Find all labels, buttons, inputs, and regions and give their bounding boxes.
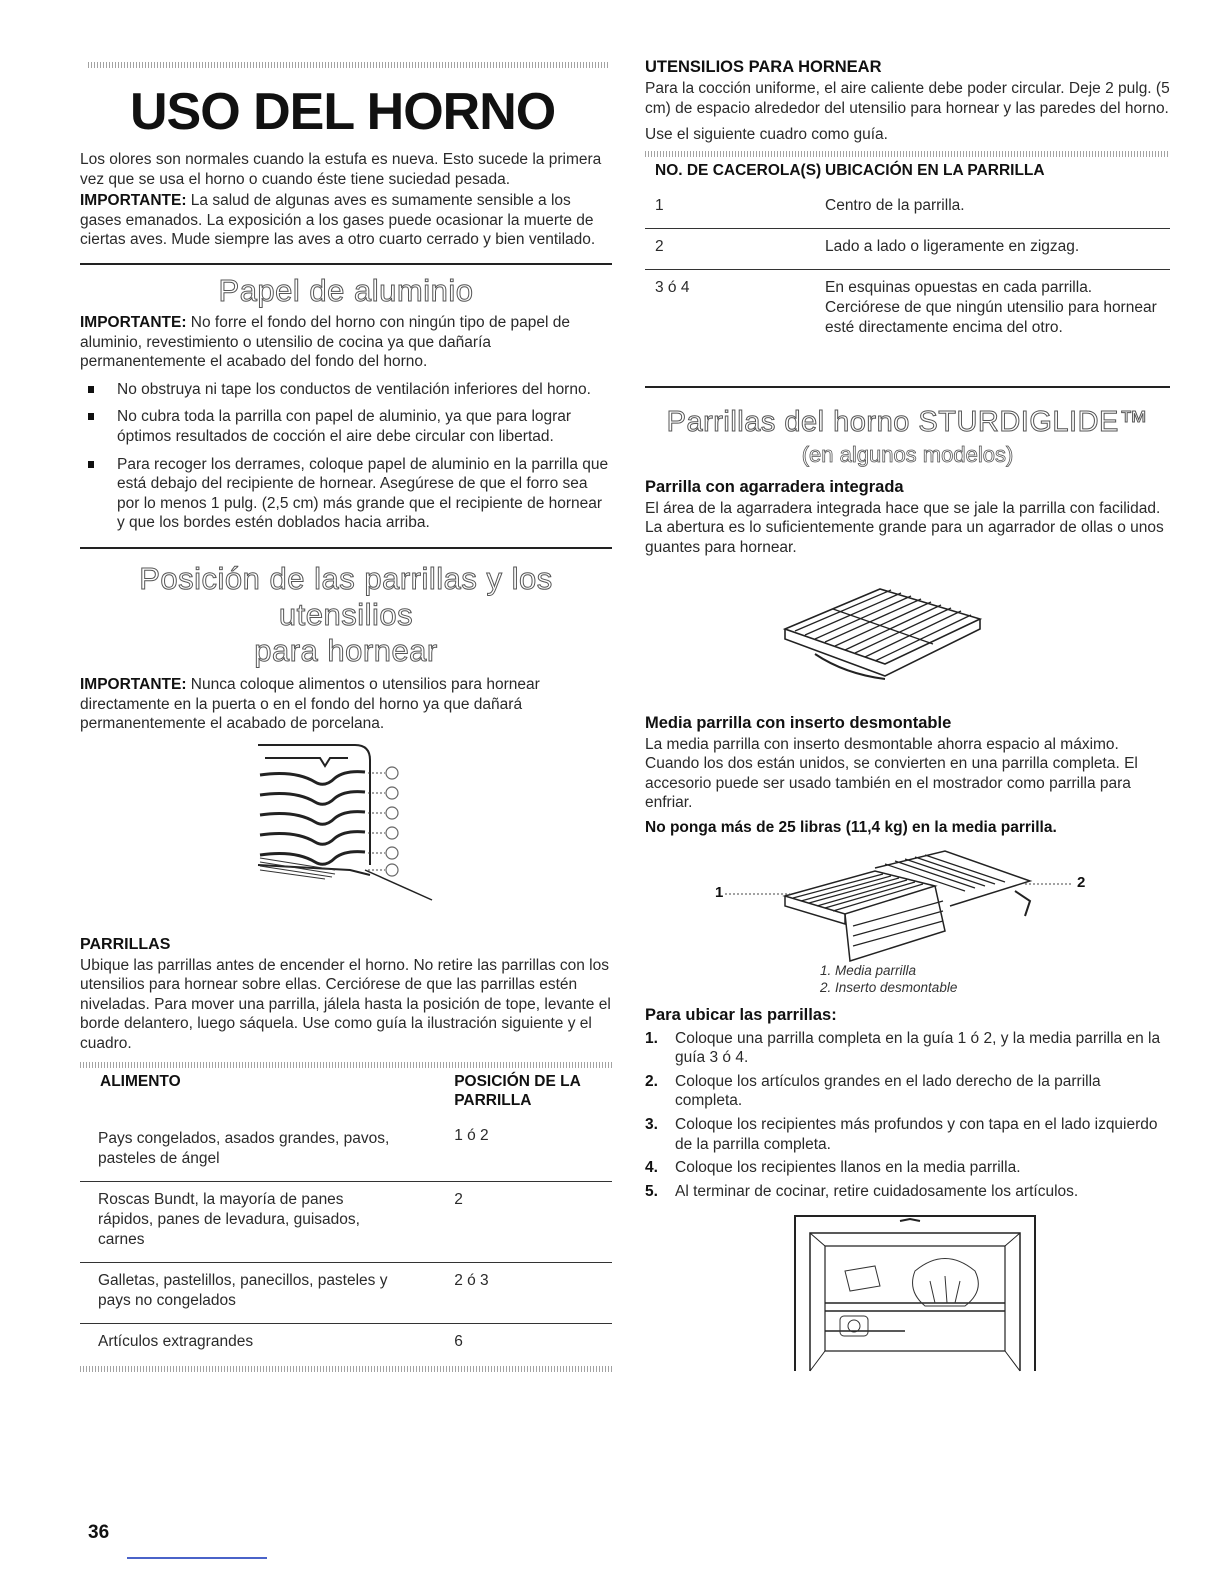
rack-with-handle-illustration bbox=[645, 564, 1170, 704]
list-item: 3. Coloque los recipientes más profundos y con tapa en el lado izquierdo de la parrilla completa. bbox=[645, 1115, 1158, 1153]
table-cell: 1 bbox=[645, 188, 825, 229]
callout-1: 1 bbox=[715, 883, 724, 901]
table-cell: Roscas Bundt, la mayoría de panes rápidos, panes de levadura, guisados, carnes bbox=[80, 1181, 454, 1262]
table-cell: 1 ó 2 bbox=[454, 1118, 612, 1182]
foil-important: IMPORTANTE: No forre el fondo del horno con ningún tipo de papel de aluminio, revestimiento o utensilio de cocina ya que dañaría permanentemente el acabado del fondo del horno. bbox=[80, 313, 570, 371]
page-number: 36 bbox=[88, 1522, 110, 1543]
title-top-rule bbox=[88, 62, 610, 68]
important-birds bbox=[80, 191, 612, 250]
utensils-guide-text: Use el siguiente cuadro como guía. bbox=[645, 126, 888, 144]
section-rule bbox=[80, 547, 612, 549]
table-cell: 6 bbox=[454, 1332, 463, 1350]
sturdiglide-heading: Parrillas del horno STURDIGLIDE™ bbox=[666, 405, 1149, 438]
figure-caption bbox=[820, 962, 957, 996]
foil-heading: Papel de aluminio bbox=[218, 272, 474, 308]
oven-rack-positions-illustration bbox=[80, 740, 612, 930]
table-bottom-rule bbox=[80, 1366, 612, 1372]
table-top-rule bbox=[80, 1062, 612, 1068]
callout-2: 2 bbox=[1077, 873, 1086, 891]
list-item: 2. Coloque los artículos grandes en el lado derecho de la parrilla completa. bbox=[645, 1072, 1101, 1110]
half-rack-figure bbox=[645, 846, 1170, 996]
table-header: UBICACIÓN EN LA PARRILLA bbox=[825, 161, 1045, 179]
table-cell: 2 bbox=[645, 228, 825, 269]
table-row bbox=[645, 188, 1170, 229]
table-header-row bbox=[645, 159, 1170, 188]
handle-rack-text: El área de la agarradera integrada hace que se jale la parrilla con facilidad. La abertura es lo suficientemente grande para un agarrador de ollas o unos guantes para hornear. bbox=[645, 499, 1164, 556]
racks-text: Ubique las parrillas antes de encender el horno. No retire las parrillas con los utensilios para hornear sobre ellas. Cerciórese de que las parrillas estén niveladas. Para mover una parrilla, jálela hasta la posición de tope, levante el borde delantero, luego sáquela. Use como guía la ilustración siguiente y el cuadro. bbox=[80, 956, 611, 1053]
table-row bbox=[80, 1262, 612, 1323]
position-heading: Posición de las parrillas y los utensilios para hornear bbox=[139, 560, 553, 668]
table-header: POSICIÓN DE LA PARRILLA bbox=[454, 1072, 581, 1109]
table-header: ALIMENTO bbox=[100, 1072, 181, 1090]
table-cell: Centro de la parrilla. bbox=[825, 188, 1170, 229]
table-row bbox=[80, 1118, 612, 1182]
caption-half-rack: 1. Media parrilla bbox=[820, 962, 917, 978]
table-header: NO. DE CACEROLA(S) bbox=[655, 161, 822, 179]
half-rack-warning: No ponga más de 25 libras (11,4 kg) en la media parrilla. bbox=[645, 818, 1057, 836]
right-column bbox=[645, 58, 1170, 1376]
footer-accent-bar bbox=[127, 1557, 267, 1559]
table-cell: En esquinas opuestas en cada parrilla. Cerciórese de que ningún utensilio para hornear esté directamente encima del otro. bbox=[825, 278, 1157, 336]
page-title: USO DEL HORNO bbox=[130, 83, 556, 141]
table-cell: 3 ó 4 bbox=[655, 278, 690, 296]
important-label: IMPORTANTE: bbox=[80, 192, 187, 210]
foil-bullet-list bbox=[80, 380, 612, 533]
list-item: 5. Al terminar de cocinar, retire cuidadosamente los artículos. bbox=[645, 1182, 1079, 1200]
table-header-row bbox=[80, 1070, 612, 1118]
bullet-icon bbox=[88, 386, 94, 393]
rack-position-table bbox=[80, 1070, 612, 1364]
half-rack-heading: Media parrilla con inserto desmontable bbox=[645, 713, 952, 732]
table-row bbox=[645, 228, 1170, 269]
handle-rack-heading: Parrilla con agarradera integrada bbox=[645, 477, 904, 496]
table-top-rule bbox=[645, 151, 1170, 157]
utensils-text: Para la cocción uniforme, el aire caliente debe poder circular. Deje 2 pulg. (5 cm) de espacio alrededor del utensilio para hornear y las paredes del horno. bbox=[645, 80, 1170, 117]
important-birds-text: La salud de algunas aves es sumamente sensible a los gases emanados. La exposición a los gases puede ocasionar la muerte de ciertas aves. Mude siempre las aves a otro cuarto cerrado y bien ventilado. bbox=[80, 192, 596, 249]
left-column bbox=[80, 150, 612, 1372]
steps-list bbox=[645, 1029, 1170, 1202]
position-important: IMPORTANTE: Nunca coloque alimentos o utensilios para hornear directamente en la puerta o en el fondo del horno ya que dañará permanentemente el acabado de porcelana. bbox=[80, 675, 540, 733]
list-item: 4. Coloque los recipientes llanos en la media parrilla. bbox=[645, 1159, 1021, 1177]
steps-heading: Para ubicar las parrillas: bbox=[645, 1005, 837, 1024]
table-row bbox=[645, 269, 1170, 350]
section-rule bbox=[80, 263, 612, 265]
table-cell: 2 bbox=[454, 1181, 612, 1262]
pan-placement-table bbox=[645, 159, 1170, 350]
list-item: Para recoger los derrames, coloque papel de aluminio en la parrilla que está debajo del recipiente de hornear. Asegúrese de que el forro sea por lo menos 1 pulg. (2,5 cm) más grande que el recipiente de hornear y que los bordes estén doblados hacia arriba. bbox=[80, 455, 612, 533]
table-cell: Lado a lado o ligeramente en zigzag. bbox=[825, 228, 1170, 269]
table-row bbox=[80, 1323, 612, 1364]
sturdiglide-subheading: (en algunos modelos) bbox=[801, 441, 1014, 467]
table-cell: Artículos extragrandes bbox=[98, 1332, 254, 1350]
intro-text: Los olores son normales cuando la estufa es nueva. Esto sucede la primera vez que se usa el horno o cuando éste tiene suciedad pesada. bbox=[80, 151, 602, 188]
list-item: No obstruya ni tape los conductos de ventilación inferiores del horno. bbox=[80, 380, 612, 400]
utensils-heading: UTENSILIOS PARA HORNEAR bbox=[645, 58, 882, 76]
list-item: 1. Coloque una parrilla completa en la guía 1 ó 2, y la media parrilla en la guía 3 ó 4. bbox=[645, 1029, 1161, 1067]
racks-heading: PARRILLAS bbox=[80, 935, 171, 953]
table-row bbox=[80, 1181, 612, 1262]
table-cell: 2 ó 3 bbox=[454, 1262, 612, 1323]
table-cell: Pays congelados, asados grandes, pavos, pasteles de ángel bbox=[80, 1118, 454, 1182]
bullet-icon bbox=[88, 461, 94, 468]
half-rack-text: La media parrilla con inserto desmontable ahorra espacio al máximo. Cuando los dos están unidos, se convierten en una parrilla completa. El accesorio puede ser usado también en el mostrador como parrilla para enfriar. bbox=[645, 735, 1138, 812]
list-item: No cubra toda la parrilla con papel de aluminio, ya que para lograr óptimos resultados de cocción el aire debe circular con libertad. bbox=[80, 407, 612, 446]
table-cell: Galletas, pastelillos, panecillos, pasteles y pays no congelados bbox=[80, 1262, 454, 1323]
caption-insert: 2. Inserto desmontable bbox=[820, 979, 958, 995]
section-rule bbox=[645, 386, 1170, 388]
bullet-icon bbox=[88, 413, 94, 420]
oven-interior-illustration bbox=[645, 1211, 1170, 1376]
